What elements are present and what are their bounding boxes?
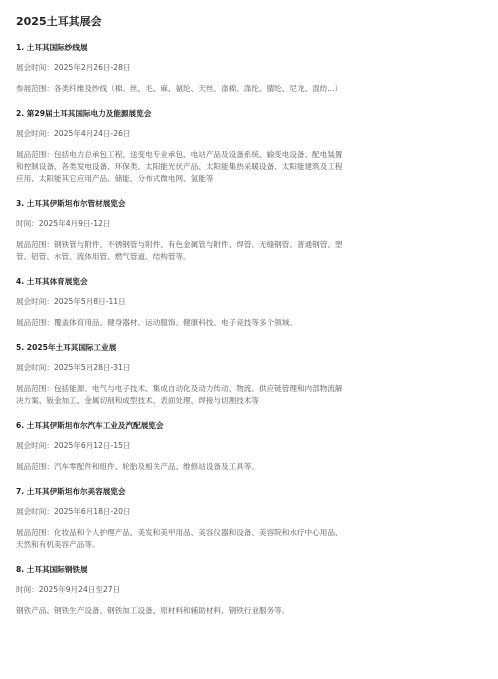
expo-date: 展会时间：2025年2月26日-28日	[16, 63, 131, 72]
expo-date: 时间：2025年9月24日至27日	[16, 585, 121, 594]
section-auto-expo	[16, 420, 482, 473]
exhibit-scope: 展品范围：汽车零配件和组件、轮胎及相关产品、维修站设备及工具等。	[16, 462, 259, 471]
section-steel-expo	[16, 564, 482, 617]
exhibit-scope-cont: 决方案、钣金加工、金属切削和成型技术、表面处理、焊接与切割技术等	[16, 396, 259, 405]
expo-date: 展会时间：2025年5月8日-11日	[16, 297, 126, 306]
page-title: 2025土耳其展会	[16, 15, 102, 28]
exhibit-scope-cont: 和控制设备、各类发电设备、环保类、太阳能光伏产品、太阳能集热采暖设备、太阳能建筑及工程	[16, 162, 343, 171]
expo-date: 时间：2025年4月9日-12日	[16, 219, 111, 228]
exhibit-scope: 展品范围：钢铁管与附件、不锈钢管与附件、有色金属管与附件、焊管、无缝钢管、普通钢管、塑	[16, 240, 343, 249]
exhibit-scope: 展品范围：包括能源、电气与电子技术、集成自动化及动力传动、物流、供应链管理和内部物流解	[16, 384, 343, 393]
expo-date: 展会时间：2025年6月18日-20日	[16, 507, 131, 516]
section-yarn-expo	[16, 42, 482, 95]
section-heading: 4. 土耳其体育展览会	[16, 277, 88, 286]
expo-date: 展会时间：2025年4月24日-26日	[16, 129, 131, 138]
exhibit-scope: 钢铁产品、钢铁生产设备、钢铁加工设备、原材料和辅助材料、钢铁行业服务等。	[16, 606, 290, 615]
exhibit-scope: 展品范围：化妆品和个人护理产品、美发和美甲用品、美容仪器和设备、美容院和水疗中心用品、	[16, 528, 343, 537]
exhibit-scope-cont: 天然和有机美容产品等。	[16, 540, 100, 549]
section-heading: 6. 土耳其伊斯坦布尔汽车工业及汽配展览会	[16, 421, 164, 430]
section-heading: 3. 土耳其伊斯坦布尔管材展览会	[16, 199, 126, 208]
section-heading: 1. 土耳其国际纱线展	[16, 43, 88, 52]
exhibit-scope: 展品范围：包括电力总承包工程、送变电专业承包、电站产品及设备系统、输变电设备、配电装置	[16, 150, 343, 159]
section-heading: 7. 土耳其伊斯坦布尔美容展览会	[16, 487, 126, 496]
expo-date: 展会时间：2025年5月28日-31日	[16, 363, 131, 372]
section-pipe-expo	[16, 198, 482, 263]
exhibit-scope-cont: 应用、太阳能其它应用产品、储能、分布式微电网、氢能等	[16, 174, 214, 183]
expo-date: 展会时间：2025年6月12日-15日	[16, 441, 131, 450]
section-heading: 5. 2025年土耳其国际工业展	[16, 343, 117, 352]
section-power-energy-expo	[16, 108, 482, 185]
exhibit-scope: 展品范围：覆盖体育用品、健身器材、运动服饰、健康科技、电子竞技等多个领域。	[16, 318, 297, 327]
exhibit-scope: 参展范围：各类纤维及纱线（棉、丝、毛、麻、氨纶、天丝、涤棉、涤纶、腈纶、尼龙、混纺...）	[16, 84, 343, 93]
section-beauty-expo	[16, 486, 482, 551]
section-sports-expo	[16, 276, 482, 329]
section-heading: 8. 土耳其国际钢铁展	[16, 565, 88, 574]
section-heading: 2. 第29届土耳其国际电力及能源展览会	[16, 109, 152, 118]
section-industry-expo	[16, 342, 482, 407]
exhibit-scope-cont: 管、铝管、水管、流体用管、燃气管道、结构管等。	[16, 252, 191, 261]
